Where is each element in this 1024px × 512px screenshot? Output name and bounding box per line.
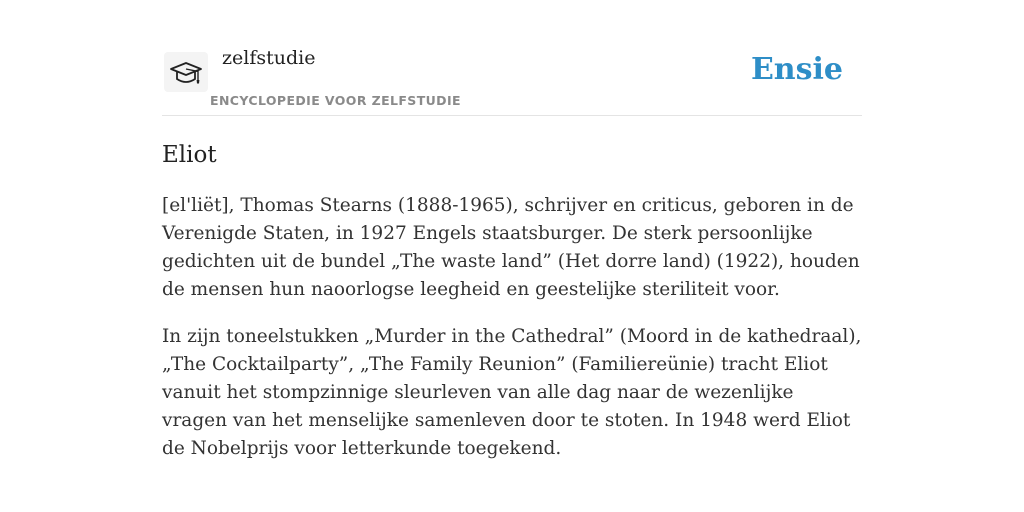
entry-paragraph: In zijn toneelstukken „Murder in the Cathedral” (Moord in de kathedraal), „The Cocktailparty”, „The Family Reunion” (Familiereünie) tracht Eliot vanuit het stompzinnige sleurleven van alle dag naar de wezenlijke vragen van het menselijke samenleven door te stoten. In 1948 werd Eliot de Nobelprijs voor letterkunde toegekend.	[162, 326, 862, 459]
entry-title: Eliot	[162, 142, 217, 168]
site-name[interactable]: zelfstudie	[222, 47, 316, 69]
brand-logo[interactable]: Ensie	[750, 52, 843, 87]
entry-paragraph: [el'liët], Thomas Stearns (1888-1965), schrijver en criticus, geboren in de Verenigde Staten, in 1927 Engels staatsburger. De sterk persoonlijke gedichten uit de bundel „The waste land” (Het dorre land) (1922), houden de mensen hun naoorlogse leegheid en geestelijke steriliteit voor.	[162, 195, 860, 300]
site-logo[interactable]	[164, 52, 208, 92]
site-header	[162, 40, 862, 116]
site-tagline: ENCYCLOPEDIE VOOR ZELFSTUDIE	[210, 93, 461, 108]
graduation-cap-icon	[168, 58, 204, 88]
